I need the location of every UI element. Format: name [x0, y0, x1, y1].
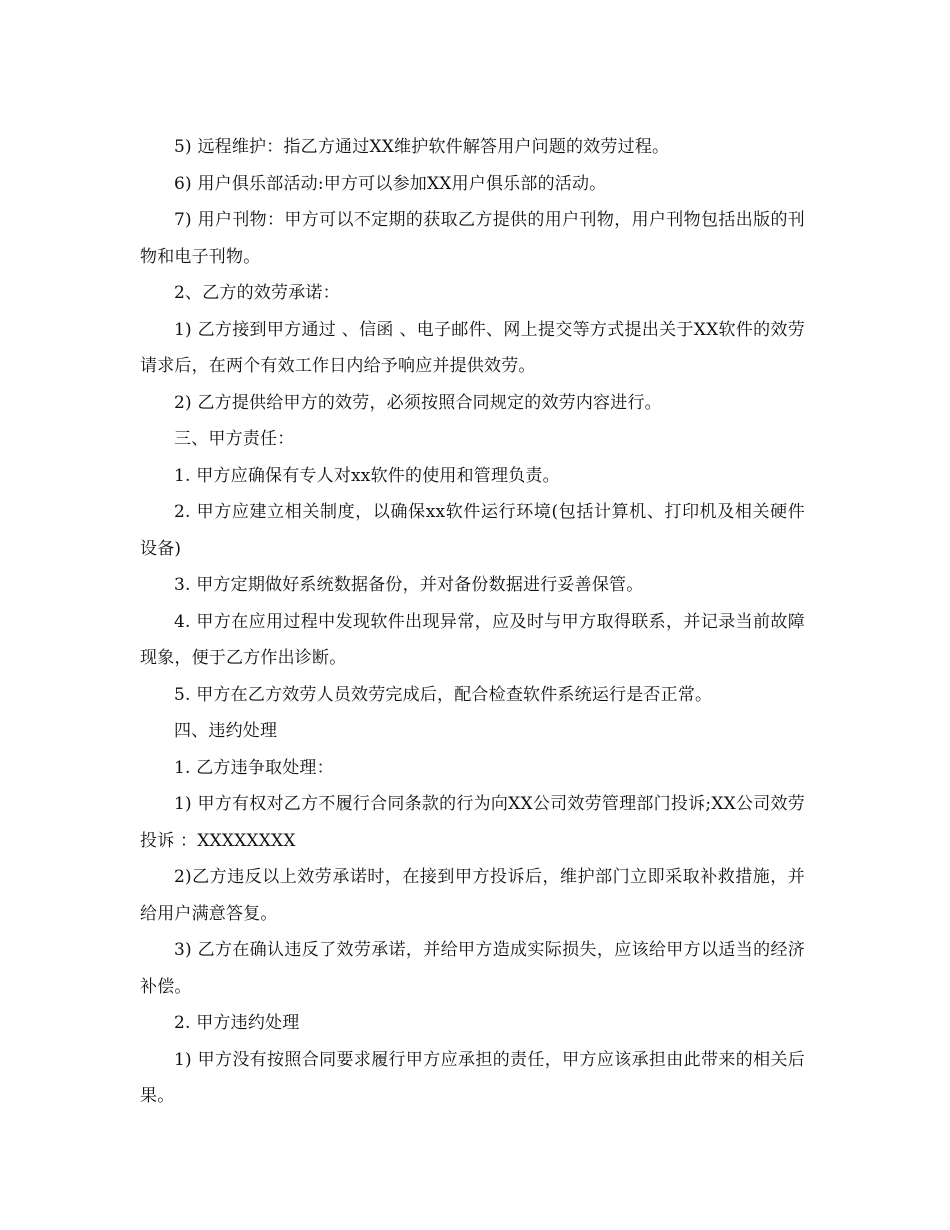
- paragraph-user-publication: 7) 用户刊物：甲方可以不定期的获取乙方提供的用户刊物，用户刊物包括出版的刊物和电子刊物。: [140, 210, 805, 267]
- paragraph-responsibility-3: 3. 甲方定期做好系统数据备份，并对备份数据进行妥善保管。: [174, 575, 644, 595]
- heading-party-a-breach: 2. 甲方违约处理: [174, 1013, 300, 1033]
- heading-service-commitment: 2、乙方的效劳承诺：: [174, 283, 340, 303]
- paragraph-responsibility-1: 1. 甲方应确保有专人对xx软件的使用和管理负责。: [174, 465, 560, 486]
- paragraph-user-club: 6) 用户俱乐部活动:甲方可以参加XX用户俱乐部的活动。: [174, 173, 607, 194]
- heading-breach-handling: 四、违约处理: [174, 721, 278, 741]
- paragraph-complaint: 1) 甲方有权对乙方不履行合同条款的行为向XX公司效劳管理部门投诉;XX公司效劳投诉 ：XXXXXXXX: [140, 794, 805, 851]
- paragraph-remedy: 2)乙方违反以上效劳承诺时，在接到甲方投诉后，维护部门立即采取补救措施，并给用户满意答复。: [140, 867, 805, 924]
- document-body: [140, 129, 805, 1115]
- paragraph-service-content: 2) 乙方提供给甲方的效劳，必须按照合同规定的效劳内容进行。: [174, 392, 662, 413]
- paragraph-responsibility-2: 2. 甲方应建立相关制度，以确保xx软件运行环境(包括计算机、打印机及相关硬件设备): [140, 502, 805, 559]
- paragraph-party-a-consequence: 1) 甲方没有按照合同要求履行甲方应承担的责任，甲方应该承担由此带来的相关后果。: [140, 1049, 805, 1106]
- heading-party-b-breach: 1. 乙方违争取处理：: [174, 757, 334, 778]
- paragraph-responsibility-5: 5. 甲方在乙方效劳人员效劳完成后，配合检查软件系统运行是否正常。: [174, 684, 713, 705]
- paragraph-service-request: 1) 乙方接到甲方通过 、信函 、电子邮件、网上提交等方式提出关于XX软件的效劳请求后，在两个有效工作日内给予响应并提供效劳。: [140, 319, 805, 376]
- paragraph-remote-maintenance: 5) 远程维护：指乙方通过XX维护软件解答用户问题的效劳过程。: [174, 137, 670, 157]
- paragraph-compensation: 3) 乙方在确认违反了效劳承诺，并给甲方造成实际损失，应该给甲方以适当的经济补偿。: [140, 940, 805, 997]
- paragraph-responsibility-4: 4. 甲方在应用过程中发现软件出现异常，应及时与甲方取得联系，并记录当前故障现象，便于乙方作出诊断。: [140, 611, 805, 668]
- heading-party-a-responsibility: 三、甲方责任：: [174, 429, 295, 449]
